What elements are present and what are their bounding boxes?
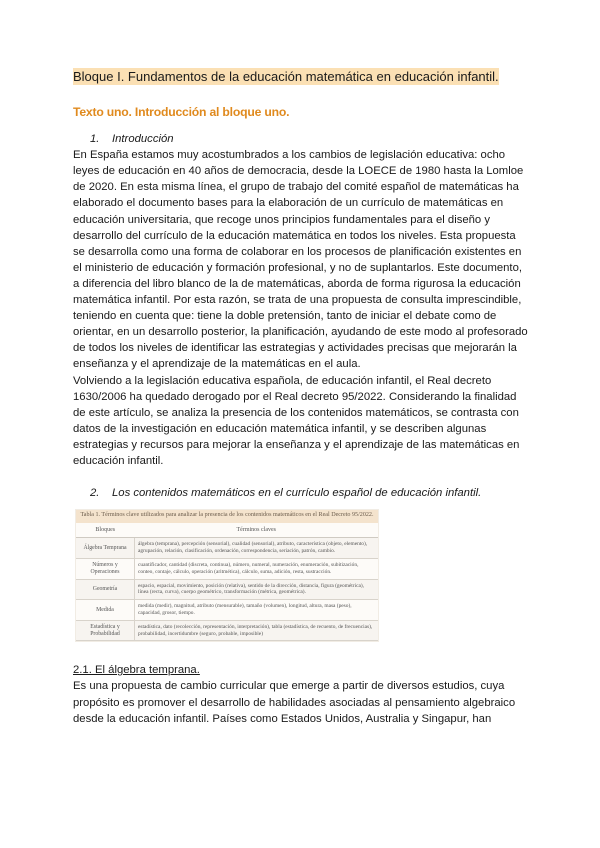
paragraph-1: En España estamos muy acostumbrados a los cambios de legislación educativa: ocho leyes de educación en 40 años de democracia, desde la LOECE de 1980 hasta la Lomloe de 2020. En esta misma línea, el grupo de trabajo del comité español de matemáticas ha elaborado el documento bases para la elaboración de un currículo de matemáticas en educación universitaria, que recoge unos principios fundamentales para el diseño y desarrollo del currículo de la educación matemática en todos los niveles. Esta propuesta se desarrolla como una forma de colaborar en los procesos de planificación existentes en el ministerio de educación y formación profesional, y no de suplantarlos. Este documento, a diferencia del libro blanco de la de matemáticas, aborda de forma rigurosa la educación matemática infantil. Por esta razón, se trata de una propuesta de consulta imprescindible, teniendo en cuenta que: tiene la doble pretensión, tanto de iniciar el debate como de orientar, en un desarrollo posterior, la planificación, ayudando de este modo al profesorado de todos los niveles de identificar las estrategias y actividades precisas que mejorarán la enseñanza y el aprendizaje de la matemáticas en el aula.	[73, 149, 528, 371]
table-cell-terms: álgebra (temprana), percepción (sensorial), cualidad (sensorial), atributo, característica (objeto, elemento), agrupación, relación, clasificación, ordenación, correspondencia, seriación, patrón, cambio.	[135, 538, 379, 559]
table-cell-block: Geometría	[76, 579, 135, 600]
table-row	[76, 538, 378, 559]
document-title: Bloque I. Fundamentos de la educación matemática en educación infantil.	[73, 69, 499, 84]
section-2-label: Los contenidos matemáticos en el currículo español de educación infantil.	[112, 487, 482, 500]
table-cell-block: Medida	[76, 600, 135, 621]
table-cell-block: Números y Operaciones	[76, 558, 135, 579]
table-header-blocks: Bloques	[76, 523, 135, 538]
table-cell-terms: medida (medir), magnitud, atributo (mensurable), tamaño (volumen), longitud, altura, masa (peso), capacidad, grosor, tiempo.	[135, 600, 379, 621]
section-1-heading	[73, 131, 528, 147]
table-cell-terms: espacio, espacial, movimiento, posición (relativa), sentido de la dirección, distancia, figura (geométrica), línea (recta, curva), cuerpo geométrico, transformación (métrica, geométrica).	[135, 579, 379, 600]
terms-table	[76, 523, 378, 642]
subsection-2-1-heading: 2.1. El álgebra temprana.	[73, 664, 200, 677]
table-row	[76, 579, 378, 600]
table-cell-terms: cuantificador, cantidad (discreta, continua), número, numeral, numeración, enumeración, subitización, conteo, contaje, cálculo, operación (aritmética), cálculo, suma, adición, resta, sustracción.	[135, 558, 379, 579]
table-cell-terms: estadística, dato (recolección, representación, interpretación), tabla (estadística, de recuento, de frecuencias), probabilidad, incertidumbre (seguro, probable, imposible)	[135, 620, 379, 641]
paragraph-3: Es una propuesta de cambio curricular que emerge a partir de diversos estudios, cuya propósito es promover el desarrollo de habilidades asociadas al pensamiento algebraico desde la educación infantil. Países como Estados Unidos, Australia y Singapur, han	[73, 680, 516, 725]
table-row	[76, 600, 378, 621]
section-1-number: 1.	[90, 133, 100, 146]
section-1-label: Introducción	[112, 133, 174, 146]
table-header-terms: Términos claves	[135, 523, 379, 538]
table-cell-block: Estadística y Probabilidad	[76, 620, 135, 641]
terms-table-figure	[75, 509, 379, 642]
paragraph-2: Volviendo a la legislación educativa española, de educación infantil, el Real decreto 1630/2006 ha quedado derogado por el Real decreto 95/2022. Considerando la finalidad de este artículo, se analiza la presencia de los contenidos matemáticos, se contrasta con datos de la investigación en educación matemática infantil, y se describen algunas estrategias y recursos para mejorar la enseñanza y el aprendizaje de las matemáticas en educación infantil.	[73, 374, 520, 467]
table-row	[76, 620, 378, 641]
table-caption: Tabla 1. Términos clave utilizados para analizar la presencia de los contenidos matemáticos en el Real Decreto 95/2022.	[76, 510, 378, 522]
text-subtitle: Texto uno. Introducción al bloque uno.	[73, 105, 290, 119]
table-row	[76, 558, 378, 579]
section-2-heading	[73, 485, 528, 501]
title-row	[73, 68, 528, 88]
table-cell-block: Álgebra Temprana	[76, 538, 135, 559]
document-page	[73, 68, 528, 727]
section-2-number: 2.	[90, 487, 100, 500]
